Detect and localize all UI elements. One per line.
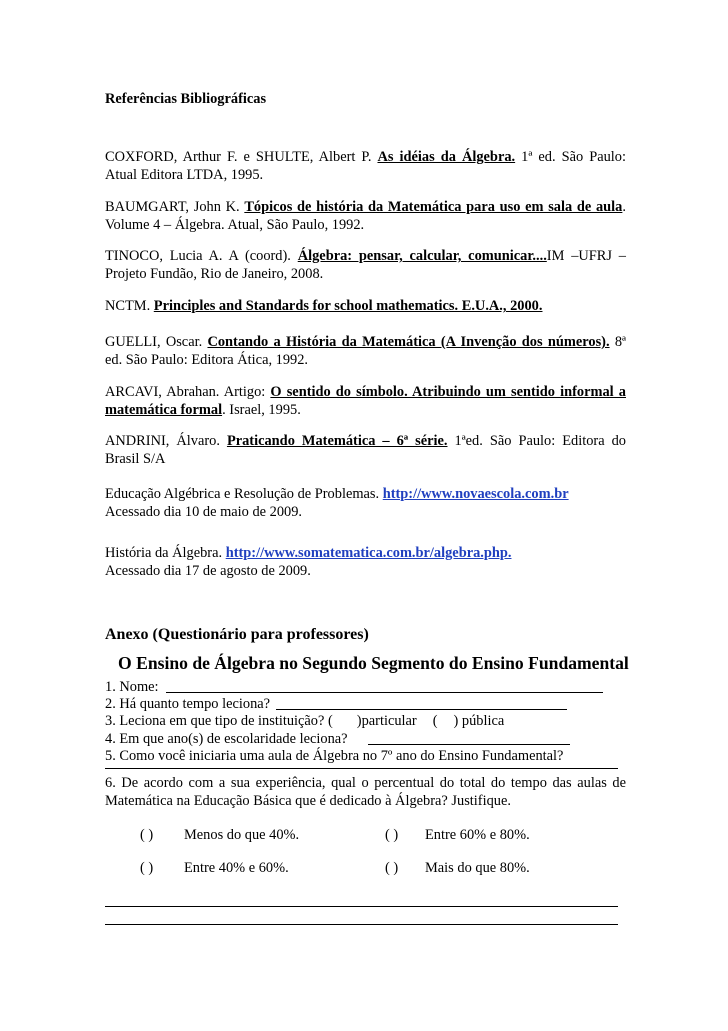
reference-andrini: ANDRINI, Álvaro. Praticando Matemática – 6ª série. 1ªed. São Paulo: Editora do Brasil S/A bbox=[105, 433, 626, 467]
answer-line-name bbox=[166, 692, 603, 693]
reference-novaescola: Educação Algébrica e Resolução de Problemas. http://www.novaescola.com.br Acessado dia 10 de maio de 2009. bbox=[105, 486, 569, 520]
checkbox-parens: ( ) bbox=[385, 860, 399, 876]
annex-heading: Anexo (Questionário para professores) bbox=[105, 626, 369, 643]
reference-arcavi: ARCAVI, Abrahan. Artigo: O sentido do símbolo. Atribuindo um sentido informal a matemática formal. Israel, 1995. bbox=[105, 384, 626, 418]
novaescola-link[interactable]: http://www.novaescola.com.br bbox=[382, 486, 569, 502]
reference-guelli: GUELLI, Oscar. Contando a História da Matemática (A Invenção dos números). 8ª ed. São Paulo: Editora Ática, 1992. bbox=[105, 334, 627, 368]
somatematica-link[interactable]: http://www.somatematica.com.br/algebra.php. bbox=[225, 545, 512, 561]
question-2: 2. Há quanto tempo leciona? bbox=[105, 696, 271, 712]
option-less-40[interactable]: ( ) Menos do que 40%. bbox=[140, 827, 300, 843]
answer-line-q6-1 bbox=[105, 906, 618, 907]
option-40-60[interactable]: ( ) Entre 40% e 60%. bbox=[140, 860, 289, 876]
option-more-80[interactable]: ( ) Mais do que 80%. bbox=[385, 860, 530, 876]
checkbox-parens: ( ) bbox=[385, 827, 399, 843]
questionnaire-title: O Ensino de Álgebra no Segundo Segmento do Ensino Fundamental bbox=[118, 653, 629, 673]
answer-line-time bbox=[276, 709, 567, 710]
reference-baumgart: BAUMGART, John K. Tópicos de história da Matemática para uso em sala de aula. Volume 4 – Álgebra. Atual, São Paulo, 1992. bbox=[105, 199, 626, 233]
question-3: 3. Leciona em que tipo de instituição? ( )particular ( ) pública bbox=[105, 713, 505, 729]
question-6: 6. De acordo com a sua experiência, qual o percentual do total do tempo das aulas de Matemática na Educação Básica que é dedicado à Álgebra? Justifique. bbox=[105, 775, 626, 809]
reference-tinoco: TINOCO, Lucia A. A (coord). Álgebra: pensar, calcular, comunicar....IM –UFRJ – Projeto Fundão, Rio de Janeiro, 2008. bbox=[105, 248, 626, 282]
answer-line-years bbox=[368, 744, 570, 745]
reference-coxford: COXFORD, Arthur F. e SHULTE, Albert P. As idéias da Álgebra. 1ª ed. São Paulo: Atual Editora LTDA, 1995. bbox=[105, 149, 626, 183]
question-4: 4. Em que ano(s) de escolaridade leciona? bbox=[105, 731, 348, 747]
checkbox-parens: ( ) bbox=[140, 860, 154, 876]
answer-line-q5 bbox=[105, 768, 618, 769]
answer-line-q6-2 bbox=[105, 924, 618, 925]
question-5: 5. Como você iniciaria uma aula de Álgebra no 7º ano do Ensino Fundamental? bbox=[105, 748, 564, 764]
reference-somatematica: História da Álgebra. http://www.somatematica.com.br/algebra.php. Acessado dia 17 de agosto de 2009. bbox=[105, 545, 512, 579]
question-1: 1. Nome: bbox=[105, 679, 159, 695]
option-60-80[interactable]: ( ) Entre 60% e 80%. bbox=[385, 827, 530, 843]
references-heading: Referências Bibliográficas bbox=[105, 91, 267, 107]
checkbox-parens: ( ) bbox=[140, 827, 154, 843]
reference-nctm: NCTM. Principles and Standards for school mathematics. E.U.A., 2000. bbox=[105, 298, 543, 314]
